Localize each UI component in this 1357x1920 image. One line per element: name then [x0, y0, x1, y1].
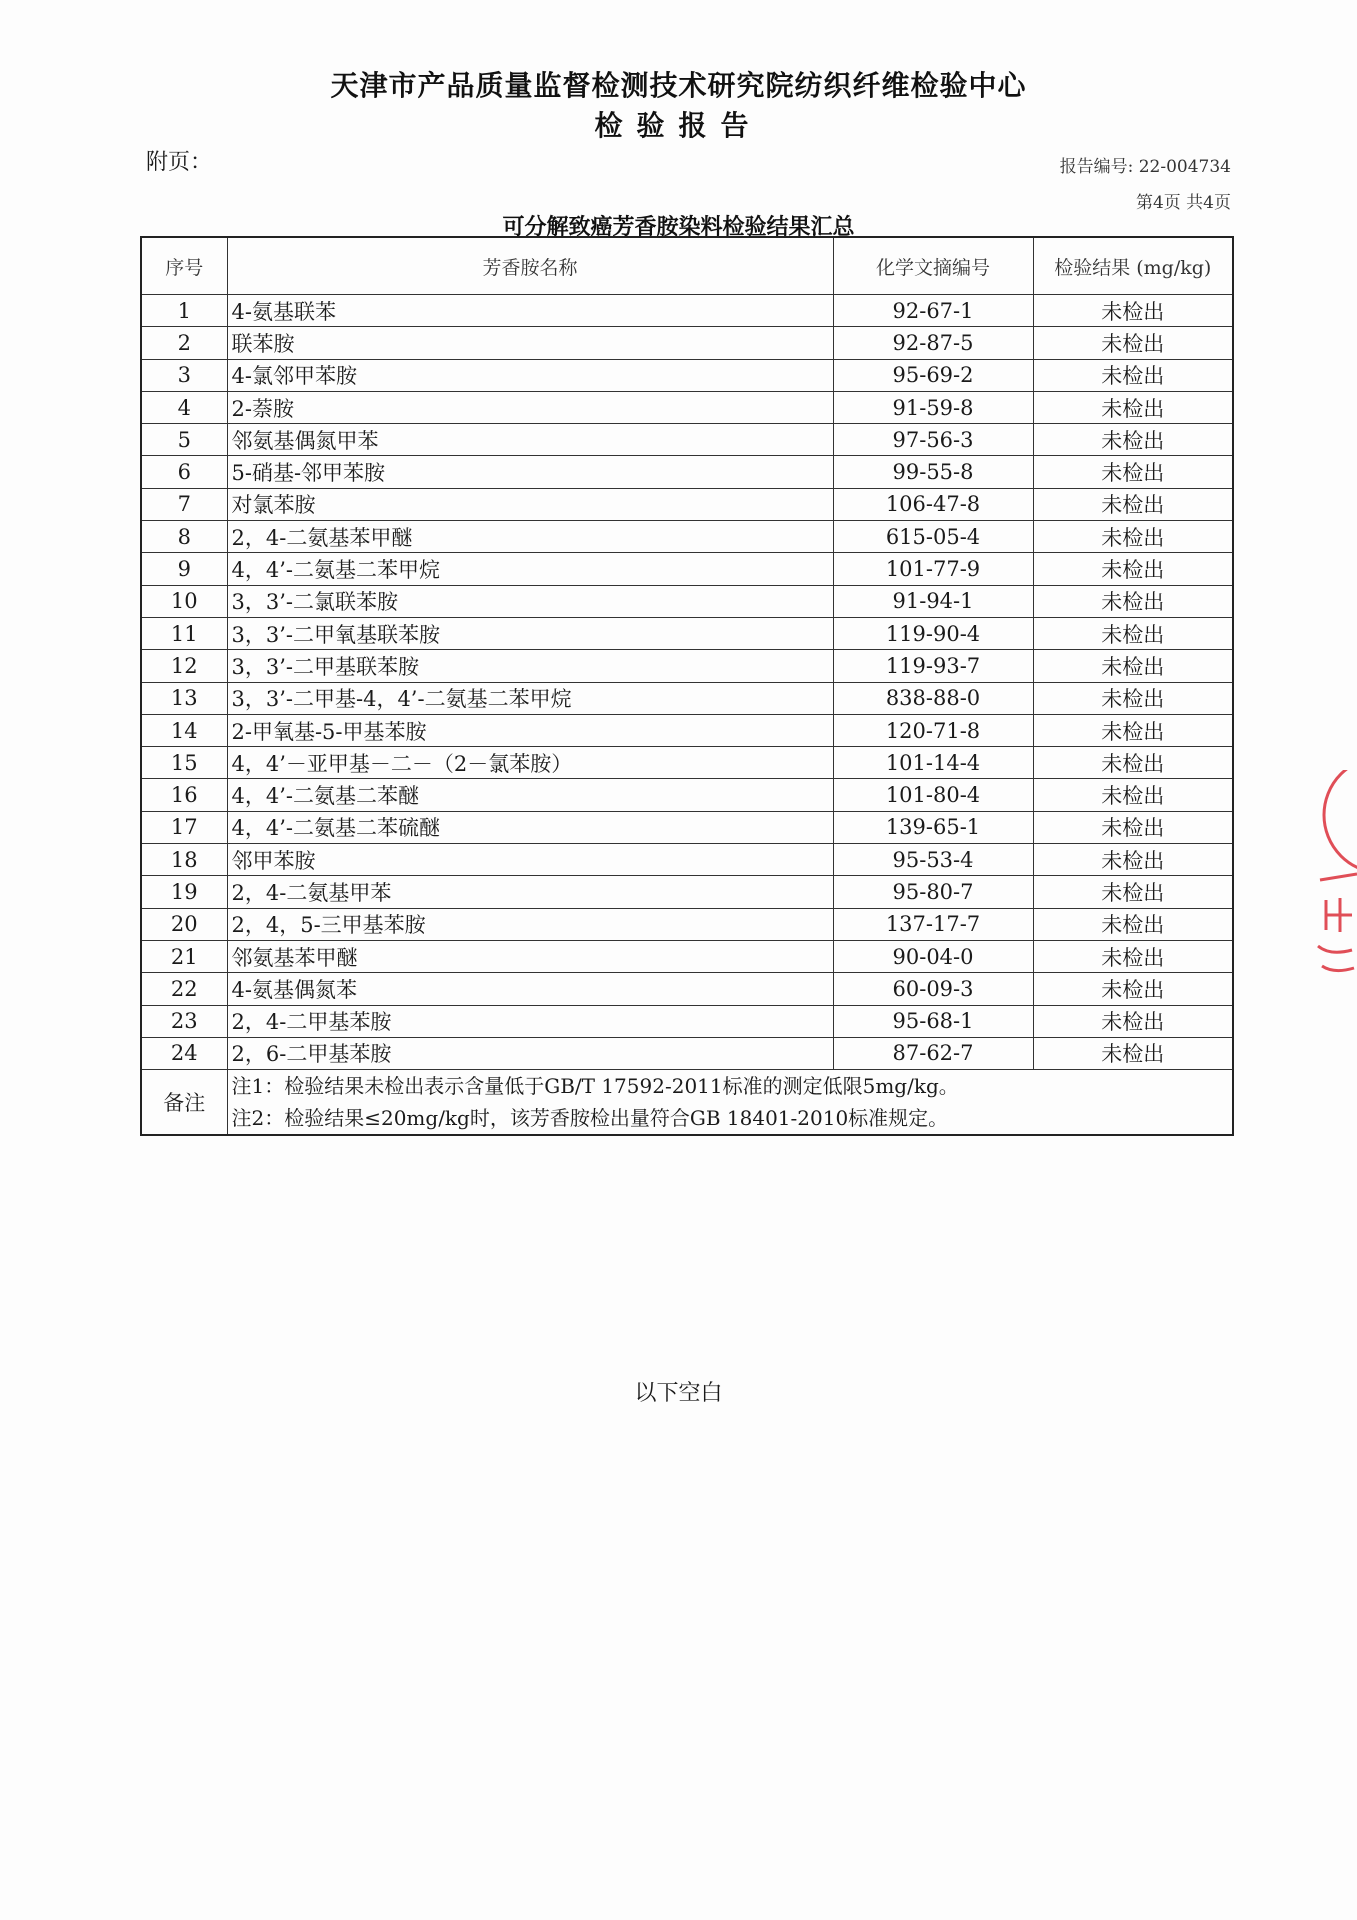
- amine-name: 4-氯邻甲苯胺: [227, 359, 833, 391]
- test-result: 未检出: [1033, 521, 1233, 553]
- cas-number: 95-68-1: [833, 1005, 1033, 1037]
- amine-name: 2，6-二甲基苯胺: [227, 1037, 833, 1069]
- table-row: [141, 585, 1233, 617]
- attachment-label: 附页：: [146, 150, 213, 175]
- test-result: 未检出: [1033, 488, 1233, 520]
- amine-name: 4，4’-二氨基二苯甲烷: [227, 553, 833, 585]
- cas-number: 91-59-8: [833, 391, 1033, 423]
- note-2: 注2：检验结果≤20mg/kg时，该芳香胺检出量符合GB 18401-2010标准规定。: [231, 1106, 949, 1131]
- seal-stamp-graphic: [1312, 770, 1357, 1020]
- table-title: 可分解致癌芳香胺染料检验结果汇总: [502, 215, 855, 240]
- table-row: [141, 779, 1233, 811]
- amine-name: 2，4-二氨基苯甲醚: [227, 521, 833, 553]
- amine-name: 3，3’-二氯联苯胺: [227, 585, 833, 617]
- row-number: 15: [141, 747, 227, 779]
- cas-number: 137-17-7: [833, 908, 1033, 940]
- row-number: 14: [141, 714, 227, 746]
- amine-name: 4-氨基联苯: [227, 295, 833, 327]
- cas-number: 101-14-4: [833, 747, 1033, 779]
- document-title: 检验报告: [594, 109, 763, 142]
- test-result: 未检出: [1033, 908, 1233, 940]
- test-result: 未检出: [1033, 682, 1233, 714]
- test-result: 未检出: [1033, 940, 1233, 972]
- table-row: [141, 617, 1233, 649]
- report-number: 报告编号: 22-004734: [1059, 157, 1231, 177]
- test-result: 未检出: [1033, 779, 1233, 811]
- table-row: [141, 456, 1233, 488]
- row-number: 11: [141, 617, 227, 649]
- row-number: 13: [141, 682, 227, 714]
- row-number: 4: [141, 391, 227, 423]
- row-number: 2: [141, 327, 227, 359]
- amine-name: 联苯胺: [227, 327, 833, 359]
- table-row: [141, 1005, 1233, 1037]
- amine-name: 3，3’-二甲基联苯胺: [227, 650, 833, 682]
- seal-ring: [1324, 770, 1357, 873]
- amine-name: 4-氨基偶氮苯: [227, 973, 833, 1005]
- row-number: 7: [141, 488, 227, 520]
- table-row: [141, 327, 1233, 359]
- cas-number: 615-05-4: [833, 521, 1033, 553]
- cas-number: 99-55-8: [833, 456, 1033, 488]
- seal-stroke: [1318, 946, 1352, 952]
- amine-name: 3，3’-二甲基-4，4’-二氨基二苯甲烷: [227, 682, 833, 714]
- row-number: 22: [141, 973, 227, 1005]
- row-number: 21: [141, 940, 227, 972]
- remarks-body: [227, 1070, 1233, 1136]
- amine-name: 邻氨基苯甲醚: [227, 940, 833, 972]
- table-row: [141, 391, 1233, 423]
- note-1: 注1：检验结果未检出表示含量低于GB/T 17592-2011标准的测定低限5mg/kg。: [231, 1074, 959, 1099]
- organization-title: 天津市产品质量监督检测技术研究院纺织纤维检验中心: [330, 69, 1027, 102]
- results-table: [140, 236, 1234, 1136]
- seal-stroke: [1320, 874, 1357, 880]
- test-result: 未检出: [1033, 327, 1233, 359]
- row-number: 12: [141, 650, 227, 682]
- table-row: [141, 940, 1233, 972]
- table-row: [141, 488, 1233, 520]
- cas-number: 97-56-3: [833, 424, 1033, 456]
- column-header-result: 检验结果 (mg/kg): [1033, 237, 1233, 295]
- amine-name: 5-硝基-邻甲苯胺: [227, 456, 833, 488]
- cas-number: 95-80-7: [833, 876, 1033, 908]
- table-row: [141, 908, 1233, 940]
- row-number: 10: [141, 585, 227, 617]
- cas-number: 91-94-1: [833, 585, 1033, 617]
- test-result: 未检出: [1033, 359, 1233, 391]
- table-header-row: [141, 237, 1233, 295]
- column-header-name: 芳香胺名称: [227, 237, 833, 295]
- amine-name: 邻甲苯胺: [227, 844, 833, 876]
- remarks-row: [141, 1070, 1233, 1136]
- amine-name: 2-萘胺: [227, 391, 833, 423]
- test-result: 未检出: [1033, 747, 1233, 779]
- row-number: 20: [141, 908, 227, 940]
- test-result: 未检出: [1033, 1005, 1233, 1037]
- row-number: 3: [141, 359, 227, 391]
- amine-name: 2，4-二甲基苯胺: [227, 1005, 833, 1037]
- table-row: [141, 811, 1233, 843]
- row-number: 18: [141, 844, 227, 876]
- seal-stroke: [1326, 898, 1352, 932]
- cas-number: 119-90-4: [833, 617, 1033, 649]
- test-result: 未检出: [1033, 456, 1233, 488]
- test-result: 未检出: [1033, 714, 1233, 746]
- amine-name: 4，4’-二氨基二苯醚: [227, 779, 833, 811]
- table-row: [141, 876, 1233, 908]
- seal-stamp-fragment: [1312, 770, 1357, 1020]
- test-result: 未检出: [1033, 811, 1233, 843]
- test-result: 未检出: [1033, 553, 1233, 585]
- column-header-cas: 化学文摘编号: [833, 237, 1033, 295]
- page-number: 第4页 共4页: [1135, 193, 1231, 213]
- cas-number: 60-09-3: [833, 973, 1033, 1005]
- row-number: 23: [141, 1005, 227, 1037]
- amine-name: 邻氨基偶氮甲苯: [227, 424, 833, 456]
- row-number: 9: [141, 553, 227, 585]
- table-row: [141, 359, 1233, 391]
- seal-stroke: [1322, 966, 1354, 971]
- table-row: [141, 1037, 1233, 1069]
- blank-below-marker: 以下空白: [634, 1381, 723, 1406]
- cas-number: 95-53-4: [833, 844, 1033, 876]
- amine-name: 4，4’-二氨基二苯硫醚: [227, 811, 833, 843]
- test-result: 未检出: [1033, 391, 1233, 423]
- row-number: 16: [141, 779, 227, 811]
- table-row: [141, 521, 1233, 553]
- row-number: 5: [141, 424, 227, 456]
- table-row: [141, 424, 1233, 456]
- row-number: 19: [141, 876, 227, 908]
- test-result: 未检出: [1033, 844, 1233, 876]
- row-number: 24: [141, 1037, 227, 1069]
- table-row: [141, 553, 1233, 585]
- table-row: [141, 844, 1233, 876]
- test-result: 未检出: [1033, 617, 1233, 649]
- test-result: 未检出: [1033, 295, 1233, 327]
- cas-number: 101-80-4: [833, 779, 1033, 811]
- cas-number: 119-93-7: [833, 650, 1033, 682]
- amine-name: 2，4，5-三甲基苯胺: [227, 908, 833, 940]
- cas-number: 838-88-0: [833, 682, 1033, 714]
- table-row: [141, 682, 1233, 714]
- table-row: [141, 747, 1233, 779]
- table-row: [141, 650, 1233, 682]
- test-result: 未检出: [1033, 424, 1233, 456]
- row-number: 8: [141, 521, 227, 553]
- remarks-label: 备注: [141, 1070, 227, 1136]
- row-number: 1: [141, 295, 227, 327]
- amine-name: 2，4-二氨基甲苯: [227, 876, 833, 908]
- cas-number: 92-67-1: [833, 295, 1033, 327]
- table-row: [141, 973, 1233, 1005]
- amine-name: 2-甲氧基-5-甲基苯胺: [227, 714, 833, 746]
- test-result: 未检出: [1033, 650, 1233, 682]
- cas-number: 95-69-2: [833, 359, 1033, 391]
- table-row: [141, 714, 1233, 746]
- amine-name: 4，4’－亚甲基－二－（2－氯苯胺）: [227, 747, 833, 779]
- row-number: 17: [141, 811, 227, 843]
- cas-number: 106-47-8: [833, 488, 1033, 520]
- test-result: 未检出: [1033, 876, 1233, 908]
- column-header-no: 序号: [141, 237, 227, 295]
- amine-name: 3，3’-二甲氧基联苯胺: [227, 617, 833, 649]
- cas-number: 139-65-1: [833, 811, 1033, 843]
- test-result: 未检出: [1033, 973, 1233, 1005]
- cas-number: 87-62-7: [833, 1037, 1033, 1069]
- amine-name: 对氯苯胺: [227, 488, 833, 520]
- cas-number: 92-87-5: [833, 327, 1033, 359]
- cas-number: 101-77-9: [833, 553, 1033, 585]
- test-result: 未检出: [1033, 1037, 1233, 1069]
- test-result: 未检出: [1033, 585, 1233, 617]
- cas-number: 120-71-8: [833, 714, 1033, 746]
- row-number: 6: [141, 456, 227, 488]
- cas-number: 90-04-0: [833, 940, 1033, 972]
- table-row: [141, 295, 1233, 327]
